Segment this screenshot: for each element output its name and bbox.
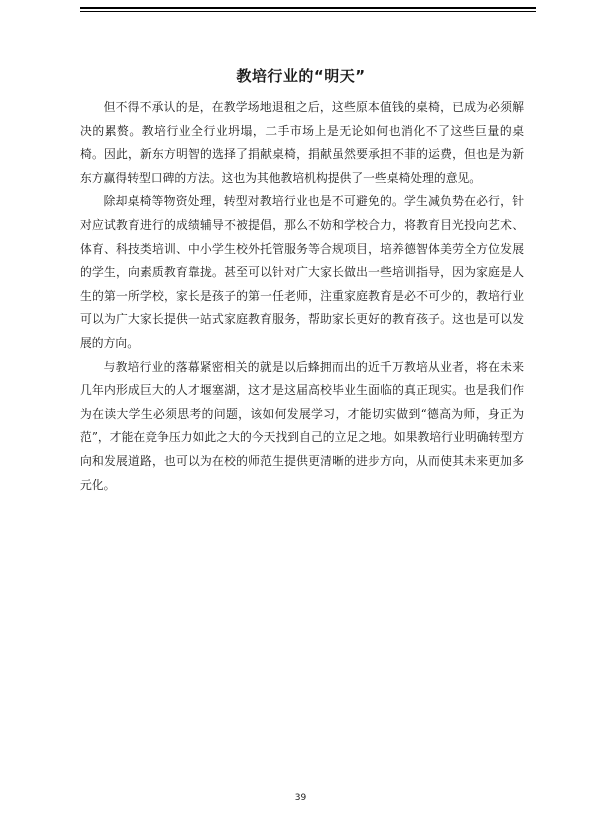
paragraph: 与教培行业的落幕紧密相关的就是以后蜂拥而出的近千万教培从业者，将在未来几年内形成巨大的人才堰塞湖，这才是这届高校毕业生面临的真正现实。也是我们作为在读大学生必须思考的问题，该如何发展学习，才能切实做到“德高为师，身正为范”，才能在竞争压力如此之大的今天找到自己的立足之地。如果教培行业明确转型方向和发展道路，也可以为在校的师范生提供更清晰的进步方向，从而使其未来更加多元化。 [80,359,524,492]
page-title: 教培行业的“明天” [236,67,366,85]
header-rule-thick [80,7,536,9]
paragraph: 除却桌椅等物资处理，转型对教培行业也是不可避免的。学生减负势在必行，针对应试教育进行的成绩辅导不被提倡，那么不妨和学校合力，将教育目光投向艺术、体育、科技类培训、中小学生校外托管服务等合规项目，培养德智体美劳全方位发展的学生，向素质教育靠拢。甚至可以针对广大家长做出一些培训指导，因为家庭是人生的第一所学校，家长是孩子的第一任老师，注重家庭教育是必不可少的，教培行业可以为广大家长提供一站式家庭教育服务，帮助家长更好的教育孩子。这也是可以发展的方向。 [80,194,524,350]
header-rule-thin [80,11,536,12]
page-number: 39 [294,793,307,803]
body-text [80,96,524,497]
paragraph: 但不得不承认的是，在教学场地退租之后，这些原本值钱的桌椅，已成为必须解决的累赘。教培行业全行业坍塌，二手市场上是无论如何也消化不了这些巨量的桌椅。因此，新东方明智的选择了捐献桌椅，捐献虽然要承担不菲的运费，但也是为新东方赢得转型口碑的方法。这也为其他教培机构提供了一些桌椅处理的意见。 [80,100,524,185]
